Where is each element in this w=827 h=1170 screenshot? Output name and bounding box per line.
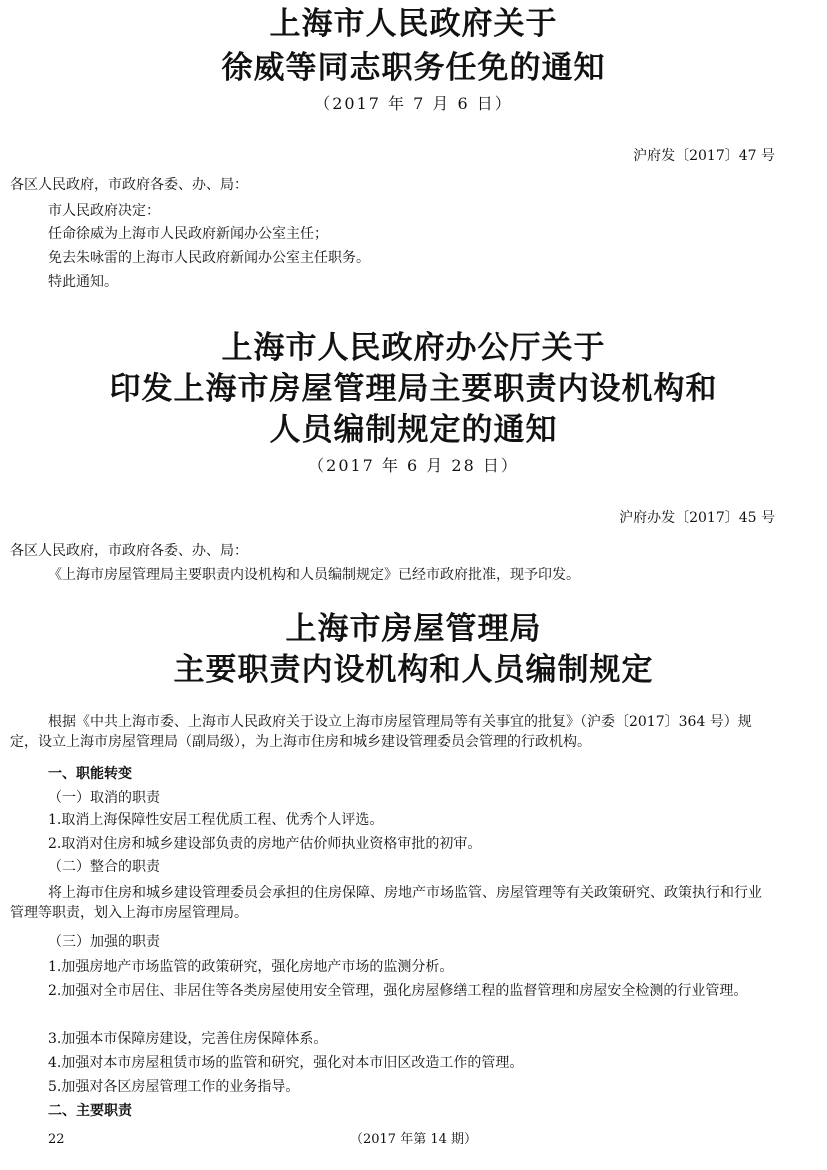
notice1-date: （2017 年 7 月 6 日） xyxy=(314,94,513,113)
list-item: 2.取消对住房和城乡建设部负责的房地产估价师执业资格审批的初审。 xyxy=(48,836,482,852)
notice1-body-line: 免去朱咏雷的上海市人民政府新闻办公室主任职务。 xyxy=(48,250,370,266)
notice1-doc-number: 沪府发〔2017〕47 号 xyxy=(633,148,775,164)
subsection3-heading: （三）加强的职责 xyxy=(48,934,160,950)
regulation-intro: 根据《中共上海市委、上海市人民政府关于设立上海市房屋管理局等有关事宜的批复》（沪委〔2017〕364 号）规定，设立上海市房屋管理局（副局级），为上海市住房和城乡建设管理委员会管理的行政机构。 xyxy=(10,714,752,750)
notice1-addressee: 各区人民政府，市政府各委、办、局： xyxy=(10,177,248,193)
subsection2-heading: （二）整合的职责 xyxy=(48,859,160,875)
issue-label: （2017 年第 14 期） xyxy=(349,1132,478,1147)
notice2-body: 《上海市房屋管理局主要职责内设机构和人员编制规定》已经市政府批准，现予印发。 xyxy=(48,567,580,583)
subsection1-heading: （一）取消的职责 xyxy=(48,790,160,806)
list-item: 5.加强对各区房屋管理工作的业务指导。 xyxy=(48,1079,300,1095)
regulation-title-line1: 上海市房屋管理局 xyxy=(285,611,542,647)
list-item: 1.加强房地产市场监管的政策研究，强化房地产市场的监测分析。 xyxy=(48,959,454,975)
list-item: 4.加强对本市房屋租赁市场的监管和研究，强化对本市旧区改造工作的管理。 xyxy=(48,1055,524,1071)
notice1-title-line1: 上海市人民政府关于 xyxy=(269,6,558,42)
regulation-title-line2: 主要职责内设机构和人员编制规定 xyxy=(173,652,654,688)
notice2-title-line2: 印发上海市房屋管理局主要职责内设机构和 xyxy=(109,371,718,407)
notice1-title-line2: 徐威等同志职务任免的通知 xyxy=(221,50,606,86)
list-item: 1.取消上海保障性安居工程优质工程、优秀个人评选。 xyxy=(48,812,384,828)
section2-heading: 二、主要职责 xyxy=(48,1103,132,1119)
notice2-date: （2017 年 6 月 28 日） xyxy=(308,456,519,475)
notice2-addressee: 各区人民政府，市政府各委、办、局： xyxy=(10,543,248,559)
notice2-title-line1: 上海市人民政府办公厅关于 xyxy=(221,330,606,366)
page-number: 22 xyxy=(48,1132,65,1147)
notice2-title-line3: 人员编制规定的通知 xyxy=(269,412,558,448)
list-item: 3.加强本市保障房建设，完善住房保障体系。 xyxy=(48,1031,328,1047)
notice2-doc-number: 沪府办发〔2017〕45 号 xyxy=(619,510,775,526)
subsection2-text: 将上海市住房和城乡建设管理委员会承担的住房保障、房地产市场监管、房屋管理等有关政策研究、政策执行和行业管理等职责，划入上海市房屋管理局。 xyxy=(10,885,762,921)
list-item: 2.加强对全市居住、非居住等各类房屋使用安全管理，强化房屋修缮工程的监督管理和房屋安全检测的行业管理。 xyxy=(48,983,748,999)
section1-heading: 一、职能转变 xyxy=(48,766,132,782)
notice1-body-line: 任命徐威为上海市人民政府新闻办公室主任； xyxy=(48,226,328,242)
notice1-body-line: 市人民政府决定： xyxy=(48,203,160,219)
notice1-body-line: 特此通知。 xyxy=(48,274,118,290)
